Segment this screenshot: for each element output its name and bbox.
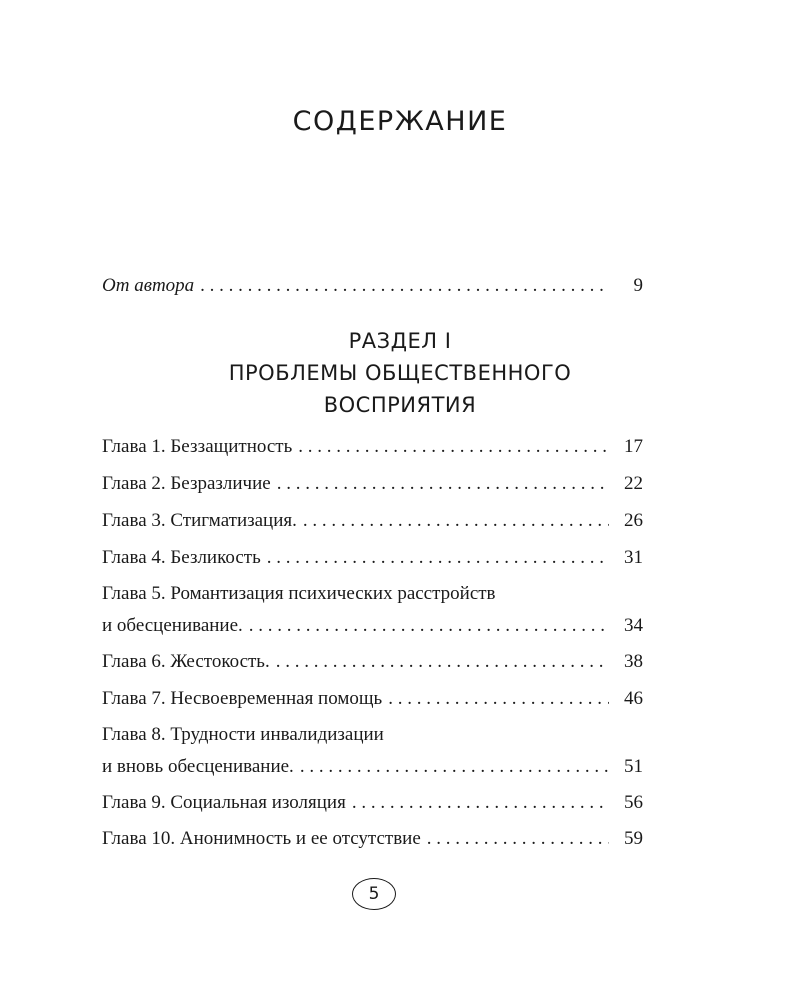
leader-dots	[427, 827, 609, 851]
toc-entry-label: Глава 3. Стигматизация.	[102, 510, 297, 531]
toc-entry-page: 46	[624, 688, 643, 709]
leader-dots	[249, 614, 609, 638]
toc-entry-page: 56	[624, 792, 643, 813]
toc-entry-page: 17	[624, 436, 643, 457]
toc-entry-label: Глава 1. Беззащитность	[102, 436, 293, 457]
toc-entry-chapter-10[interactable]	[102, 827, 643, 851]
leader-dots	[352, 791, 609, 815]
toc-entry-author[interactable]	[102, 274, 643, 298]
toc-entry-chapter-4[interactable]	[102, 546, 643, 570]
section-heading-title-line2: ВОСПРИЯТИЯ	[323, 393, 477, 417]
toc-entry-page: 38	[624, 651, 643, 672]
toc-entry-chapter-5-line1[interactable]: Глава 5. Романтизация психических расстройств	[102, 583, 496, 604]
toc-entry-page: 34	[624, 615, 643, 636]
leader-dots	[277, 472, 609, 496]
toc-entry-chapter-6[interactable]	[102, 650, 643, 674]
toc-entry-label: и обесценивание.	[102, 615, 243, 636]
page-number-badge	[352, 878, 396, 910]
page-title: СОДЕРЖАНИЕ	[292, 106, 508, 137]
toc-entry-chapter-2[interactable]	[102, 472, 643, 496]
leader-dots	[300, 755, 609, 779]
section-heading-number: РАЗДЕЛ I	[348, 329, 452, 353]
toc-entry-label: Глава 7. Несвоевременная помощь	[102, 688, 383, 709]
toc-entry-chapter-1[interactable]	[102, 435, 643, 459]
toc-entry-page: 22	[624, 473, 643, 494]
toc-entry-label: Глава 9. Социальная изоляция	[102, 792, 346, 813]
toc-entry-chapter-3[interactable]	[102, 509, 643, 533]
leader-dots	[303, 509, 609, 533]
toc-entry-page: 31	[624, 547, 643, 568]
leader-dots	[267, 546, 609, 570]
toc-entry-page: 59	[624, 828, 643, 849]
leader-dots	[200, 274, 609, 298]
toc-entry-label: Глава 2. Безразличие	[102, 473, 271, 494]
toc-entry-chapter-7[interactable]	[102, 687, 643, 711]
toc-entry-label: Глава 10. Анонимность и ее отсутствие	[102, 828, 421, 849]
section-heading-title-line1: ПРОБЛЕМЫ ОБЩЕСТВЕННОГО	[228, 361, 572, 385]
toc-entry-label: и вновь обесценивание.	[102, 756, 294, 777]
toc-entry-chapter-8[interactable]	[102, 755, 643, 779]
toc-entry-page: 26	[624, 510, 643, 531]
toc-entry-label: От автора	[102, 275, 195, 296]
leader-dots	[298, 435, 609, 459]
toc-entry-label: Глава 6. Жестокость.	[102, 651, 270, 672]
toc-entry-chapter-8-line1[interactable]: Глава 8. Трудности инвалидизации	[102, 724, 384, 745]
toc-entry-page: 51	[624, 756, 643, 777]
toc-entry-chapter-9[interactable]	[102, 791, 643, 815]
toc-entry-label: Глава 4. Безликость	[102, 547, 261, 568]
leader-dots	[388, 687, 609, 711]
toc-entry-chapter-5[interactable]	[102, 614, 643, 638]
page-number: 5	[368, 884, 380, 904]
leader-dots	[276, 650, 609, 674]
toc-entry-page: 9	[633, 275, 643, 296]
